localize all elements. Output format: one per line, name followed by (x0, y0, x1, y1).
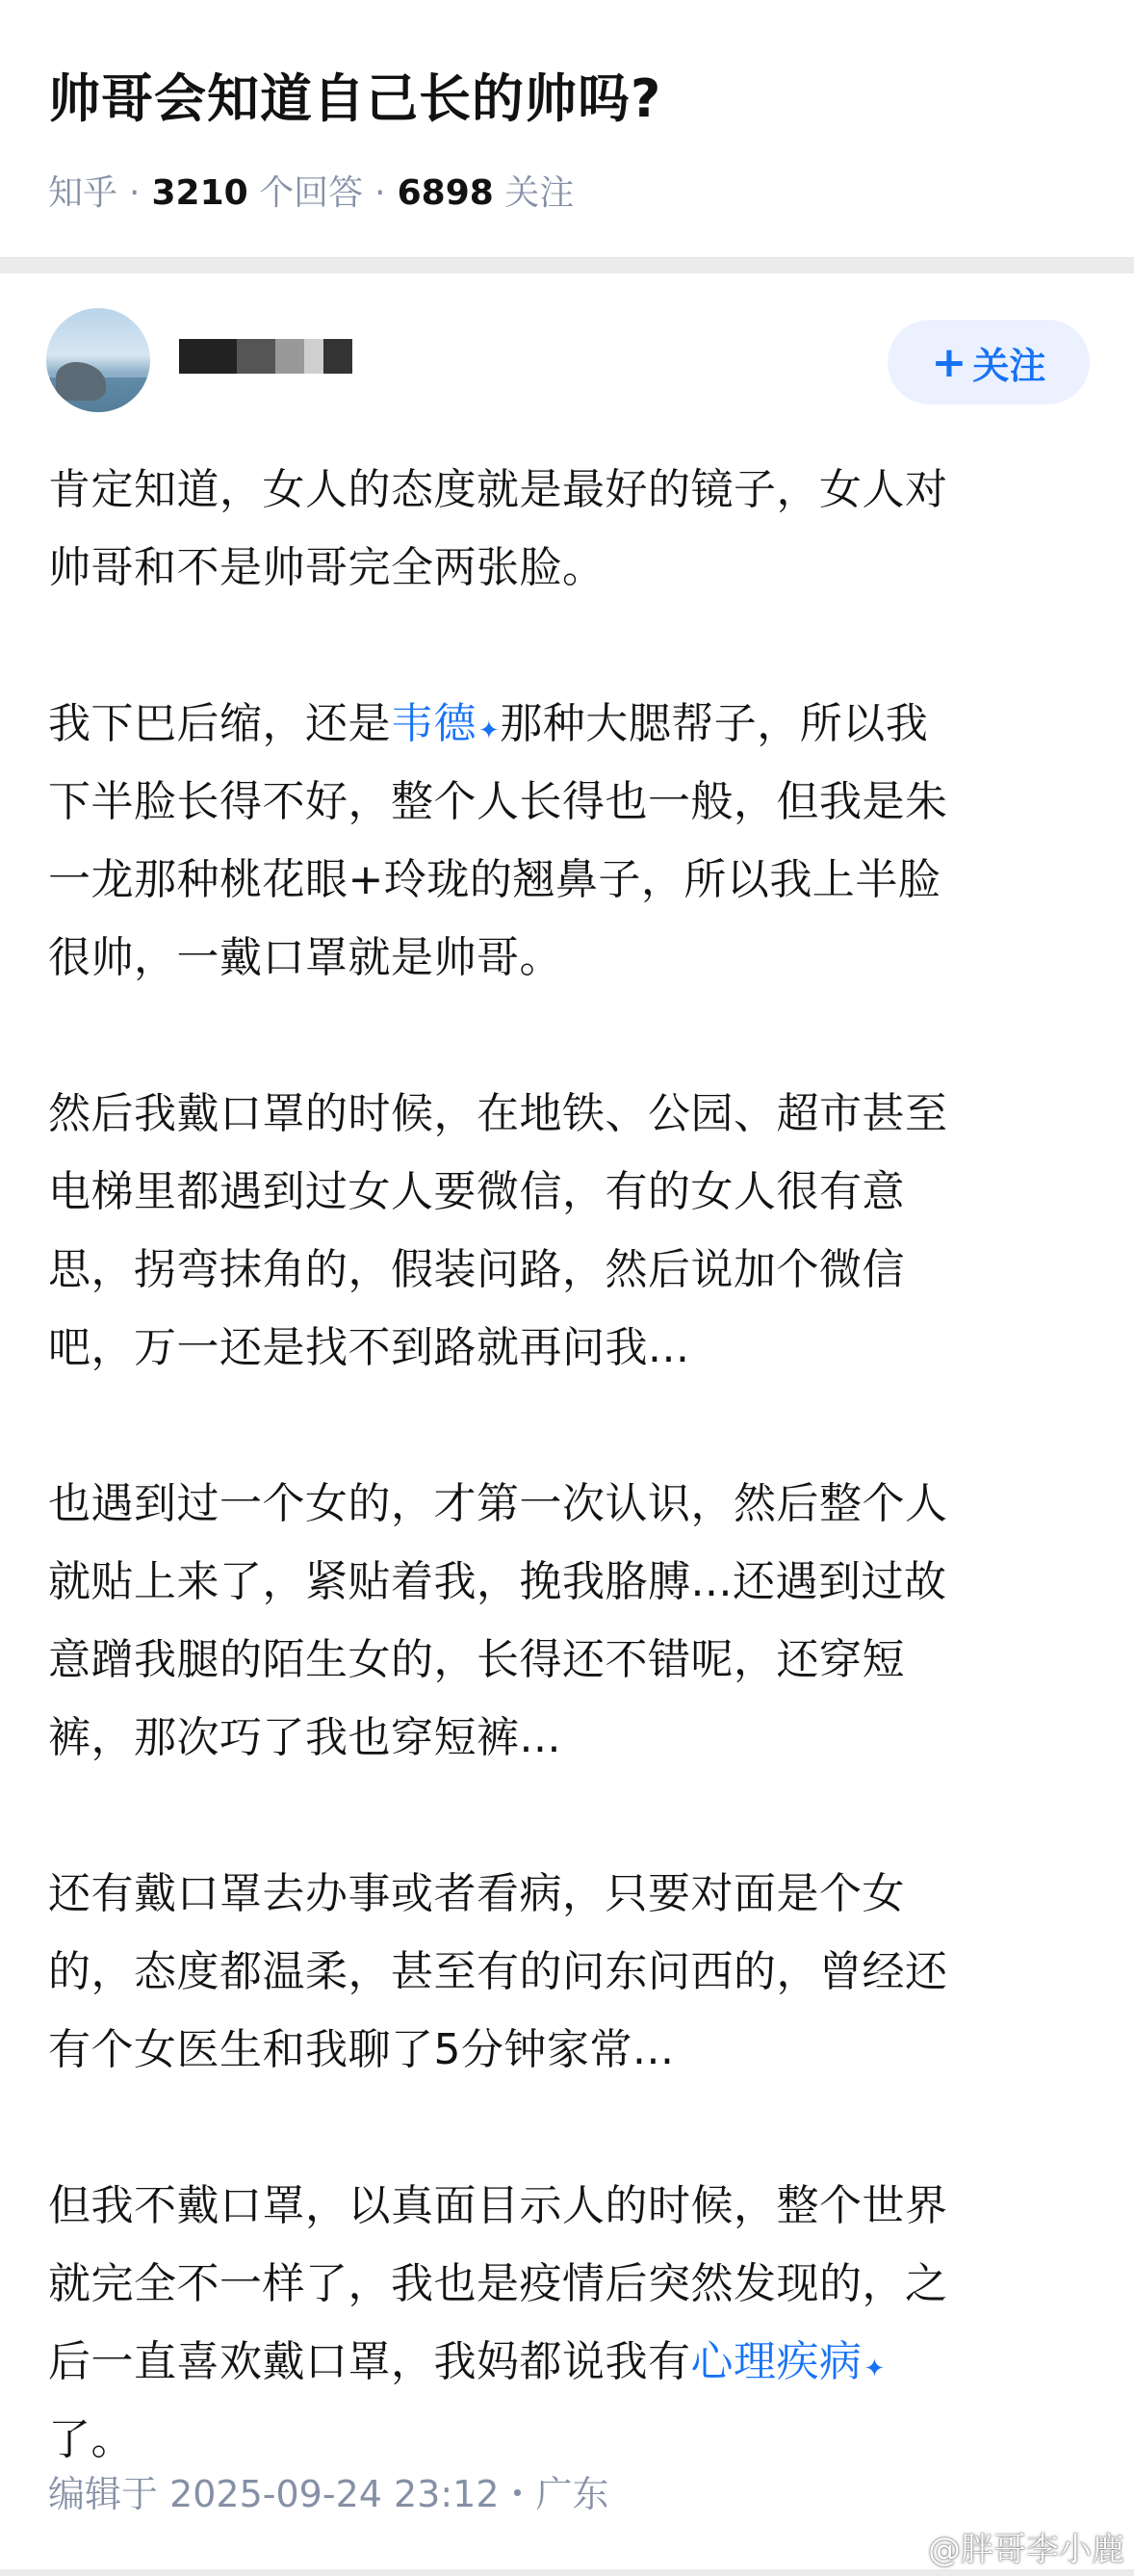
text-line: 但我不戴口罩，以真面目示人的时候，整个世界 (48, 2181, 948, 2230)
weibo-icon (886, 2537, 922, 2566)
link-wade[interactable]: 韦德 (391, 699, 477, 748)
plus-icon: + (931, 337, 967, 387)
username-redacted[interactable] (179, 339, 348, 374)
text-line: 裤，那次巧了我也穿短裤... (48, 1713, 561, 1762)
avatar[interactable] (46, 308, 150, 412)
text-line: 就贴上来了，紧贴着我，挽我胳膊...还遇到过故 (48, 1557, 947, 1606)
text-line: 一龙那种桃花眼+玲珑的翘鼻子，所以我上半脸 (48, 855, 941, 904)
answer-card (0, 273, 1134, 2569)
text-line: 我下巴后缩，还是韦德✦那种大腮帮子，所以我 (48, 699, 929, 748)
text-line: 电梯里都遇到过女人要微信，有的女人很有意 (48, 1167, 905, 1216)
text-line: 有个女医生和我聊了5分钟家常... (48, 2025, 675, 2074)
question-title[interactable]: 帅哥会知道自己长的帅吗? (48, 68, 662, 129)
question-meta: 知乎 · 3210 个回答 · 6898 关注 (48, 173, 575, 213)
followers-label: 关注 (504, 173, 575, 213)
link-mental-illness[interactable]: 心理疾病 (690, 2337, 863, 2386)
text-line: 下半脸长得不好，整个人长得也一般，但我是朱 (48, 777, 948, 826)
text-line: 也遇到过一个女的，才第一次认识，然后整个人 (48, 1479, 948, 1528)
text-line: 还有戴口罩去办事或者看病，只要对面是个女 (48, 1869, 905, 1918)
edited-time: 编辑于 2025-09-24 23:12・广东 (48, 2473, 609, 2515)
text-line: 帅哥和不是帅哥完全两张脸。 (48, 543, 606, 592)
avatar-rock (56, 362, 106, 401)
paragraph-6 (48, 2167, 1097, 2479)
text-line: 吧，万一还是找不到路就再问我... (48, 1323, 690, 1372)
text-line: 的，态度都温柔，甚至有的问东问西的，曾经还 (48, 1947, 948, 1996)
answers-count: 3210 (151, 173, 248, 213)
text-line: 肯定知道，女人的态度就是最好的镜子，女人对 (48, 465, 948, 514)
text-line: 意蹭我腿的陌生女的，长得还不错呢，还穿短 (48, 1635, 905, 1684)
paragraph-3 (48, 1075, 1097, 1387)
paragraph-2 (48, 685, 1097, 997)
answers-label: 个回答 (259, 173, 364, 213)
spark-icon: ✦ (478, 716, 501, 745)
text-line: 了。 (48, 2415, 134, 2464)
text-line: 就完全不一样了，我也是疫情后突然发现的，之 (48, 2259, 948, 2308)
source-label[interactable]: 知乎 (48, 173, 118, 213)
text-line: 思，拐弯抹角的，假装问路，然后说加个微信 (48, 1245, 905, 1294)
text-line: 然后我戴口罩的时候，在地铁、公园、超市甚至 (48, 1089, 948, 1138)
paragraph-1 (48, 451, 1097, 607)
spark-icon: ✦ (863, 2355, 886, 2383)
answer-content (48, 451, 1097, 2557)
watermark (886, 2523, 1124, 2570)
paragraph-5 (48, 1855, 1097, 2089)
follow-button-label: 关注 (972, 344, 1046, 387)
watermark-text: @胖哥李小鹿 (928, 2531, 1124, 2569)
followers-count: 6898 (397, 173, 494, 213)
paragraph-4 (48, 1465, 1097, 1777)
question-header (0, 0, 1134, 258)
text-line: 后一直喜欢戴口罩，我妈都说我有心理疾病✦ (48, 2337, 886, 2386)
text-line: 很帅，一戴口罩就是帅哥。 (48, 933, 562, 982)
follow-button[interactable] (888, 320, 1090, 404)
